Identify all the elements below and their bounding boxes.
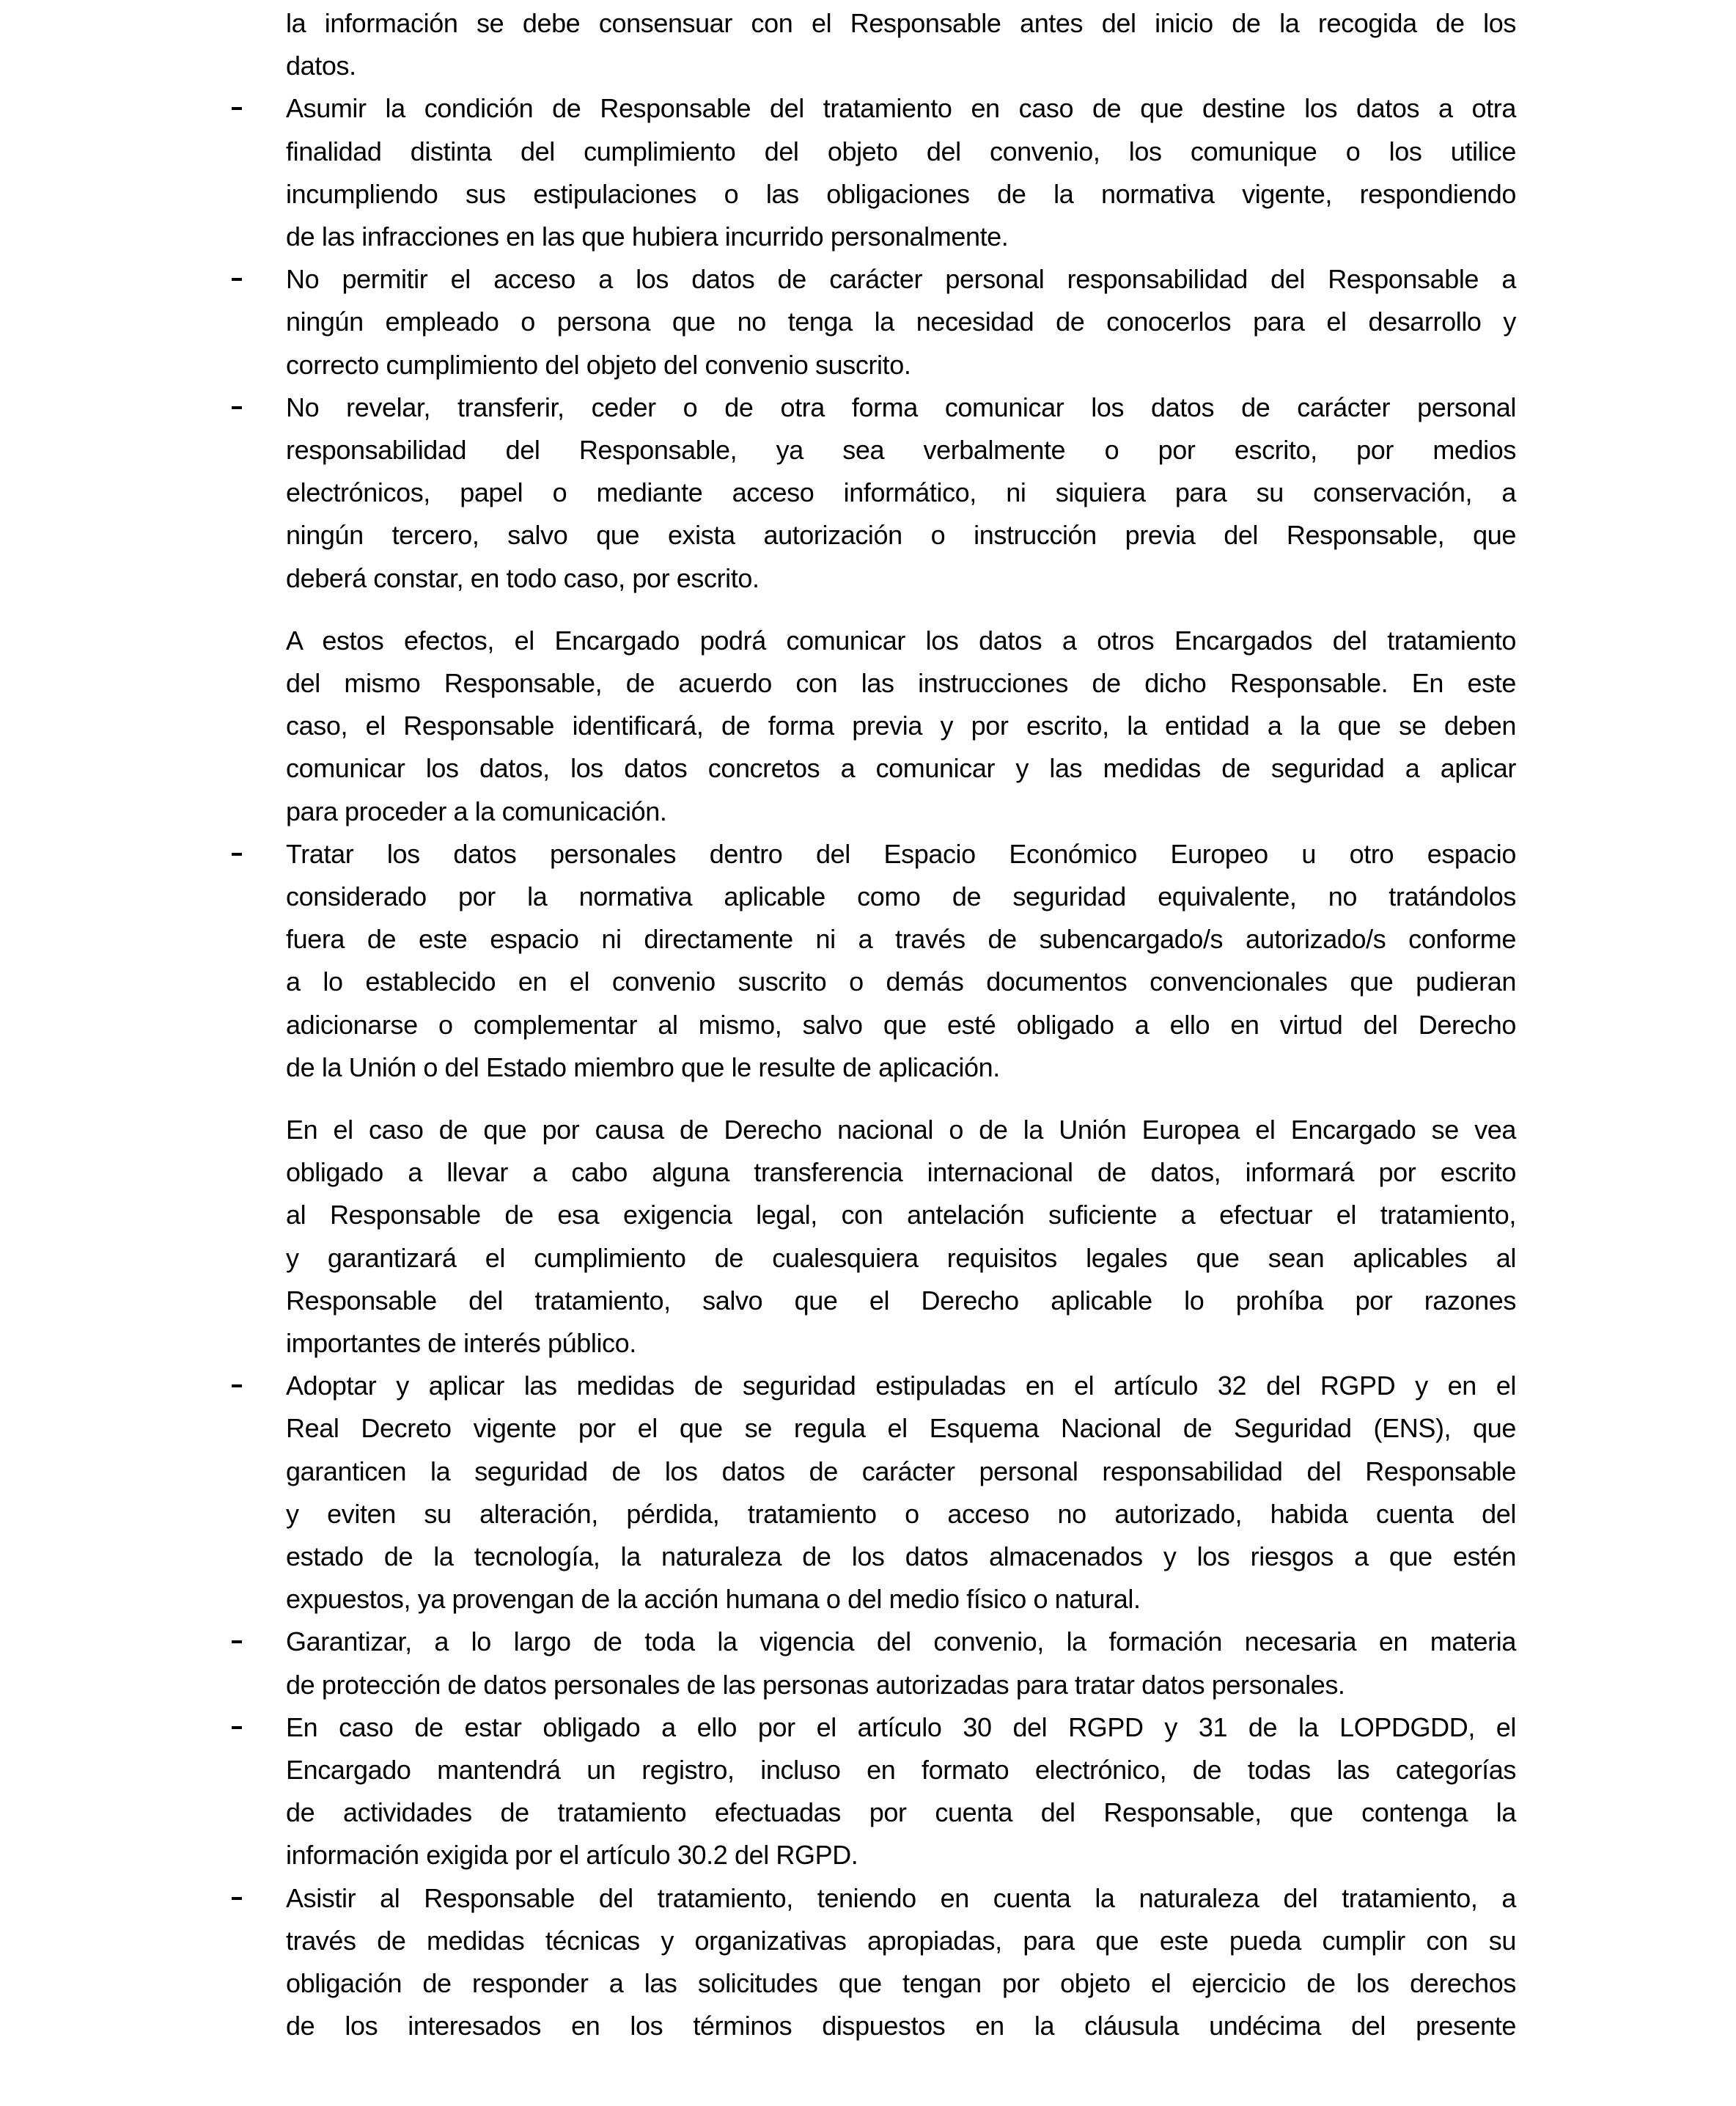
- text-line: ningún tercero, salvo que exista autorización o instrucción previa del Responsable, que: [286, 520, 1516, 551]
- bullet-dash-icon: [232, 1384, 242, 1387]
- text-line: electrónicos, papel o mediante acceso informático, ni siquiera para su conservación, a: [286, 477, 1516, 508]
- text-line: al Responsable de esa exigencia legal, con antelación suficiente a efectuar el tratamiento,: [286, 1200, 1516, 1230]
- text-line: Encargado mantendrá un registro, incluso en formato electrónico, de todas las categorías: [286, 1755, 1516, 1785]
- text-line: para proceder a la comunicación.: [286, 796, 667, 826]
- text-line: incumpliendo sus estipulaciones o las obligaciones de la normativa vigente, respondiendo: [286, 178, 1516, 209]
- text-line: considerado por la normativa aplicable como de seguridad equivalente, no tratándolos: [286, 881, 1516, 911]
- text-line: deberá constar, en todo caso, por escrito.: [286, 562, 760, 593]
- text-line: de las infracciones en las que hubiera incurrido personalmente.: [286, 221, 1009, 252]
- text-line: través de medidas técnicas y organizativas apropiadas, para que este pueda cumplir con su: [286, 1925, 1516, 1956]
- text-line: correcto cumplimiento del objeto del convenio suscrito.: [286, 349, 911, 380]
- bullet-dash-icon: [232, 1640, 242, 1643]
- bullet-dash-icon: [232, 1897, 242, 1900]
- text-line: importantes de interés público.: [286, 1328, 636, 1358]
- text-line: ningún empleado o persona que no tenga la necesidad de conocerlos para el desarrollo y: [286, 307, 1516, 337]
- text-line: y garantizará el cumplimiento de cualesquiera requisitos legales que sean aplicables al: [286, 1242, 1516, 1273]
- text-line: Real Decreto vigente por el que se regula el Esquema Nacional de Seguridad (ENS), que: [286, 1413, 1516, 1444]
- bullet-dash-icon: [232, 853, 242, 856]
- text-line: del mismo Responsable, de acuerdo con las instrucciones de dicho Responsable. En este: [286, 668, 1516, 698]
- text-line: adicionarse o complementar al mismo, salvo que esté obligado a ello en virtud del Derecho: [286, 1009, 1516, 1040]
- text-line: responsabilidad del Responsable, ya sea verbalmente o por escrito, por medios: [286, 435, 1516, 465]
- text-line: Responsable del tratamiento, salvo que el Derecho aplicable lo prohíba por razones: [286, 1285, 1516, 1316]
- text-line: No revelar, transferir, ceder o de otra forma comunicar los datos de carácter personal: [286, 392, 1516, 422]
- text-line: estado de la tecnología, la naturaleza de los datos almacenados y los riesgos a que estén: [286, 1541, 1516, 1571]
- text-line: de actividades de tratamiento efectuadas por cuenta del Responsable, que contenga la: [286, 1797, 1516, 1828]
- text-line: Asumir la condición de Responsable del tratamiento en caso de que destine los datos a otra: [286, 93, 1516, 124]
- text-line: la información se debe consensuar con el Responsable antes del inicio de la recogida de los: [286, 8, 1516, 38]
- text-line: fuera de este espacio ni directamente ni a través de subencargado/s autorizado/s conforme: [286, 924, 1516, 955]
- text-line: y eviten su alteración, pérdida, tratamiento o acceso no autorizado, habida cuenta del: [286, 1498, 1516, 1529]
- text-line: obligación de responder a las solicitudes que tengan por objeto el ejercicio de los derechos: [286, 1968, 1516, 1998]
- text-line: de la Unión o del Estado miembro que le resulte de aplicación.: [286, 1052, 1000, 1082]
- text-line: Asistir al Responsable del tratamiento, teniendo en cuenta la naturaleza del tratamiento, a: [286, 1882, 1516, 1913]
- text-line: Garantizar, a lo largo de toda la vigencia del convenio, la formación necesaria en materia: [286, 1626, 1516, 1657]
- text-line: Adoptar y aplicar las medidas de seguridad estipuladas en el artículo 32 del RGPD y en el: [286, 1371, 1516, 1401]
- text-line: Tratar los datos personales dentro del Espacio Económico Europeo u otro espacio: [286, 838, 1516, 869]
- text-line: datos.: [286, 51, 356, 81]
- text-line: obligado a llevar a cabo alguna transferencia internacional de datos, informará por escrito: [286, 1157, 1516, 1188]
- text-line: En el caso de que por causa de Derecho nacional o de la Unión Europea el Encargado se vea: [286, 1115, 1516, 1145]
- bullet-dash-icon: [232, 107, 242, 110]
- text-line: caso, el Responsable identificará, de forma previa y por escrito, la entidad a la que se deben: [286, 711, 1516, 741]
- text-line: A estos efectos, el Encargado podrá comunicar los datos a otros Encargados del tratamiento: [286, 625, 1516, 656]
- text-line: finalidad distinta del cumplimiento del objeto del convenio, los comunique o los utilice: [286, 136, 1516, 166]
- bullet-dash-icon: [232, 278, 242, 281]
- text-line: de los interesados en los términos dispuestos en la cláusula undécima del presente: [286, 2011, 1516, 2041]
- bullet-dash-icon: [232, 406, 242, 409]
- bullet-dash-icon: [232, 1726, 242, 1729]
- text-line: No permitir el acceso a los datos de carácter personal responsabilidad del Responsable a: [286, 264, 1516, 295]
- text-line: comunicar los datos, los datos concretos a comunicar y las medidas de seguridad a aplicar: [286, 753, 1516, 784]
- text-line: garanticen la seguridad de los datos de carácter personal responsabilidad del Responsable: [286, 1456, 1516, 1486]
- text-line: a lo establecido en el convenio suscrito o demás documentos convencionales que pudieran: [286, 966, 1516, 997]
- text-line: expuestos, ya provengan de la acción humana o del medio físico o natural.: [286, 1584, 1141, 1615]
- text-line: de protección de datos personales de las personas autorizadas para tratar datos personales.: [286, 1669, 1345, 1700]
- text-line: En caso de estar obligado a ello por el artículo 30 del RGPD y 31 de la LOPDGDD, el: [286, 1711, 1516, 1742]
- text-line: información exigida por el artículo 30.2 del RGPD.: [286, 1840, 858, 1871]
